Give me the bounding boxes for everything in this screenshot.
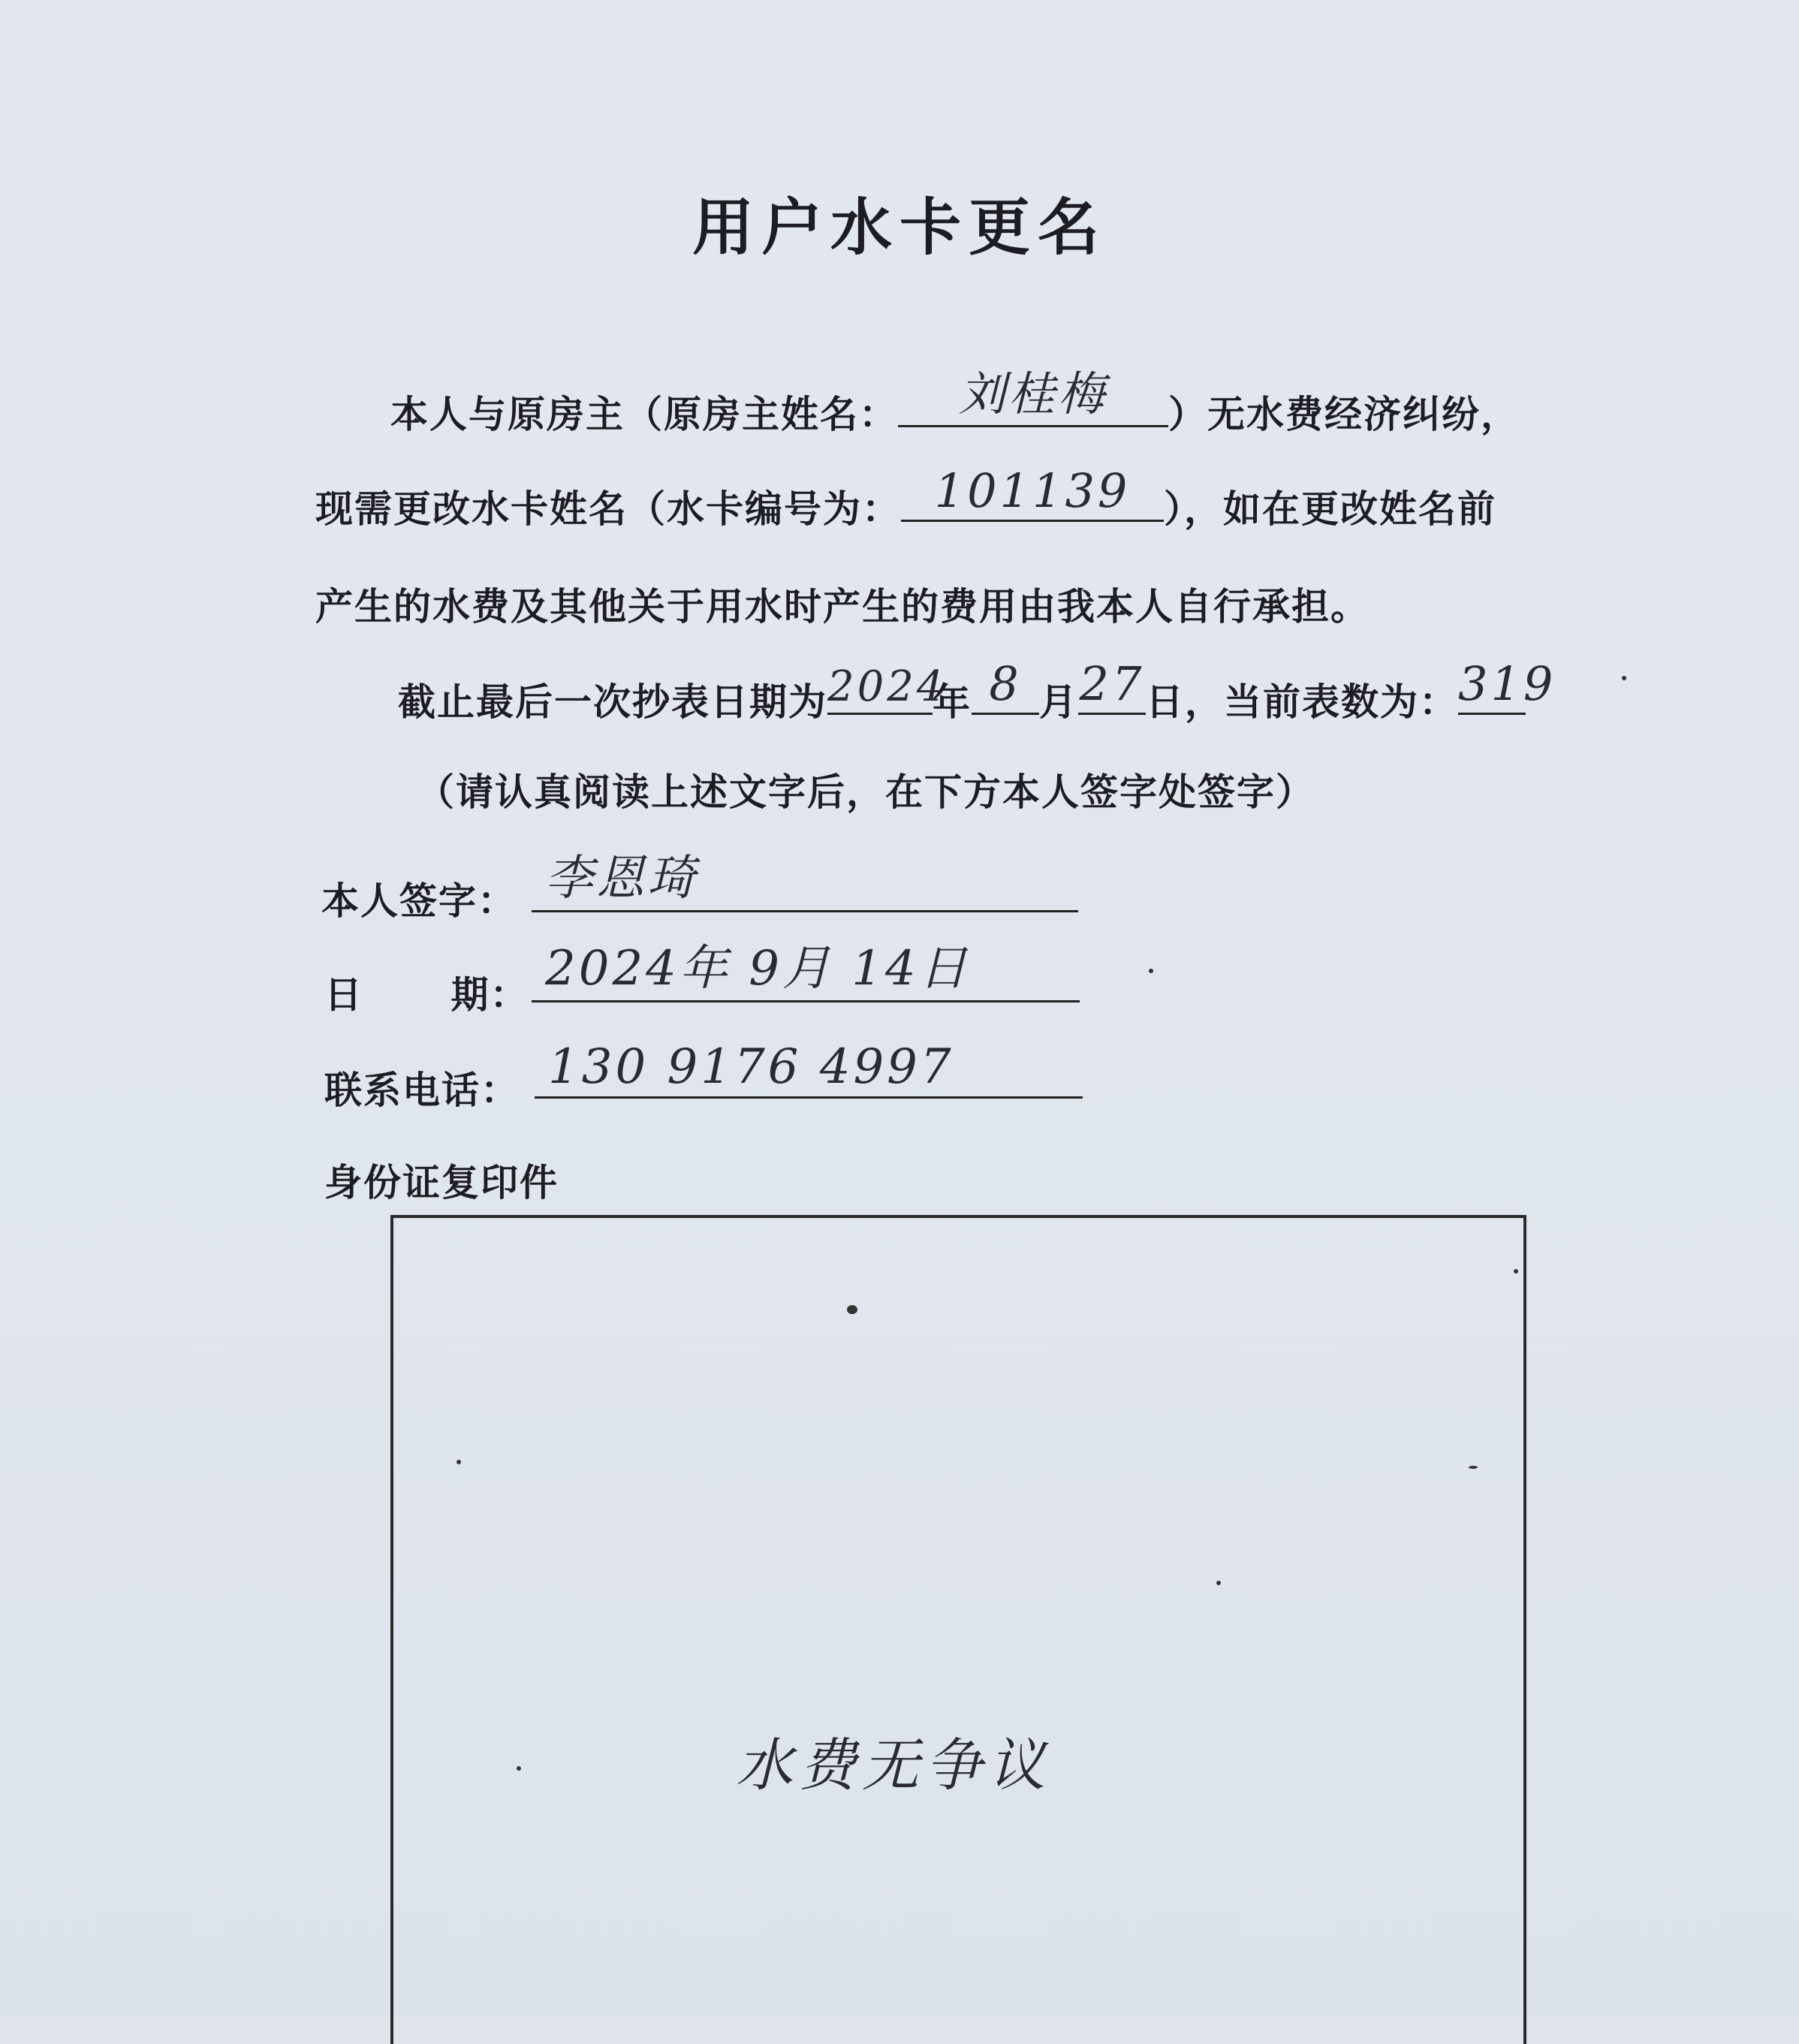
reading-month-field	[972, 656, 1039, 715]
reading-year-unit: 年	[933, 680, 972, 724]
statement-line-2	[315, 463, 1496, 533]
scan-speck	[1469, 1466, 1478, 1469]
statement-line-2-prefix: 现需更改水卡姓名（水卡编号为：	[315, 487, 901, 531]
statement-line-2-suffix: ），如在更改姓名前	[1164, 487, 1496, 531]
reading-day-unit: 日，	[1146, 680, 1224, 724]
reading-year-field	[827, 662, 947, 715]
reading-year: 2024	[827, 662, 947, 711]
reading-month: 8	[989, 656, 1022, 711]
scan-speck	[517, 1766, 521, 1771]
reading-date-prefix: 截止最后一次抄表日期为	[398, 680, 827, 724]
signature-value: 李恩琦	[545, 851, 698, 906]
scan-speck	[1514, 1269, 1518, 1274]
water-card-number-field	[901, 463, 1164, 522]
statement-line-1-prefix: 本人与原房主（原房主姓名：	[390, 393, 898, 436]
statement-line-1	[390, 366, 1520, 439]
scan-speck	[1622, 676, 1626, 680]
scan-speck	[457, 1460, 461, 1464]
reading-month-unit: 月	[1039, 680, 1078, 724]
id-box-handwritten-note: 水费无争议	[736, 1732, 1051, 1798]
scan-speck	[1216, 1581, 1221, 1585]
reading-day: 27	[1079, 656, 1145, 711]
previous-owner-name: 刘桂梅	[958, 366, 1107, 421]
reading-day-field	[1078, 656, 1146, 715]
date-value: 2024年 9月 14日	[545, 941, 970, 996]
signature-label: 本人签字：	[321, 879, 517, 923]
date-field	[532, 941, 1080, 1002]
scan-speck	[1149, 969, 1153, 973]
id-copy-label: 身份证复印件	[324, 1161, 559, 1204]
phone-value: 130 9176 4997	[548, 1039, 954, 1095]
signing-instruction: （请认真阅读上述文字后，在下方本人签字处签字）	[417, 770, 1315, 814]
phone-field	[535, 1039, 1083, 1099]
meter-reading-line	[398, 656, 1556, 726]
meter-value: 319	[1458, 656, 1556, 711]
form-title: 用户水卡更名	[692, 192, 1107, 264]
statement-line-3: 产生的水费及其他关于用水时产生的费用由我本人自行承担。	[315, 585, 1370, 629]
signature-field	[532, 851, 1078, 912]
meter-value-field	[1458, 656, 1556, 715]
previous-owner-name-field	[898, 366, 1168, 427]
date-label: 日 期：	[324, 973, 529, 1017]
phone-label: 联系电话：	[324, 1069, 520, 1112]
statement-line-1-suffix: ）无水费经济纠纷，	[1168, 393, 1520, 436]
id-copy-box	[390, 1215, 1526, 2044]
water-card-number: 101139	[934, 463, 1131, 518]
meter-value-label: 当前表数为：	[1224, 680, 1458, 724]
scan-speck	[847, 1305, 857, 1314]
